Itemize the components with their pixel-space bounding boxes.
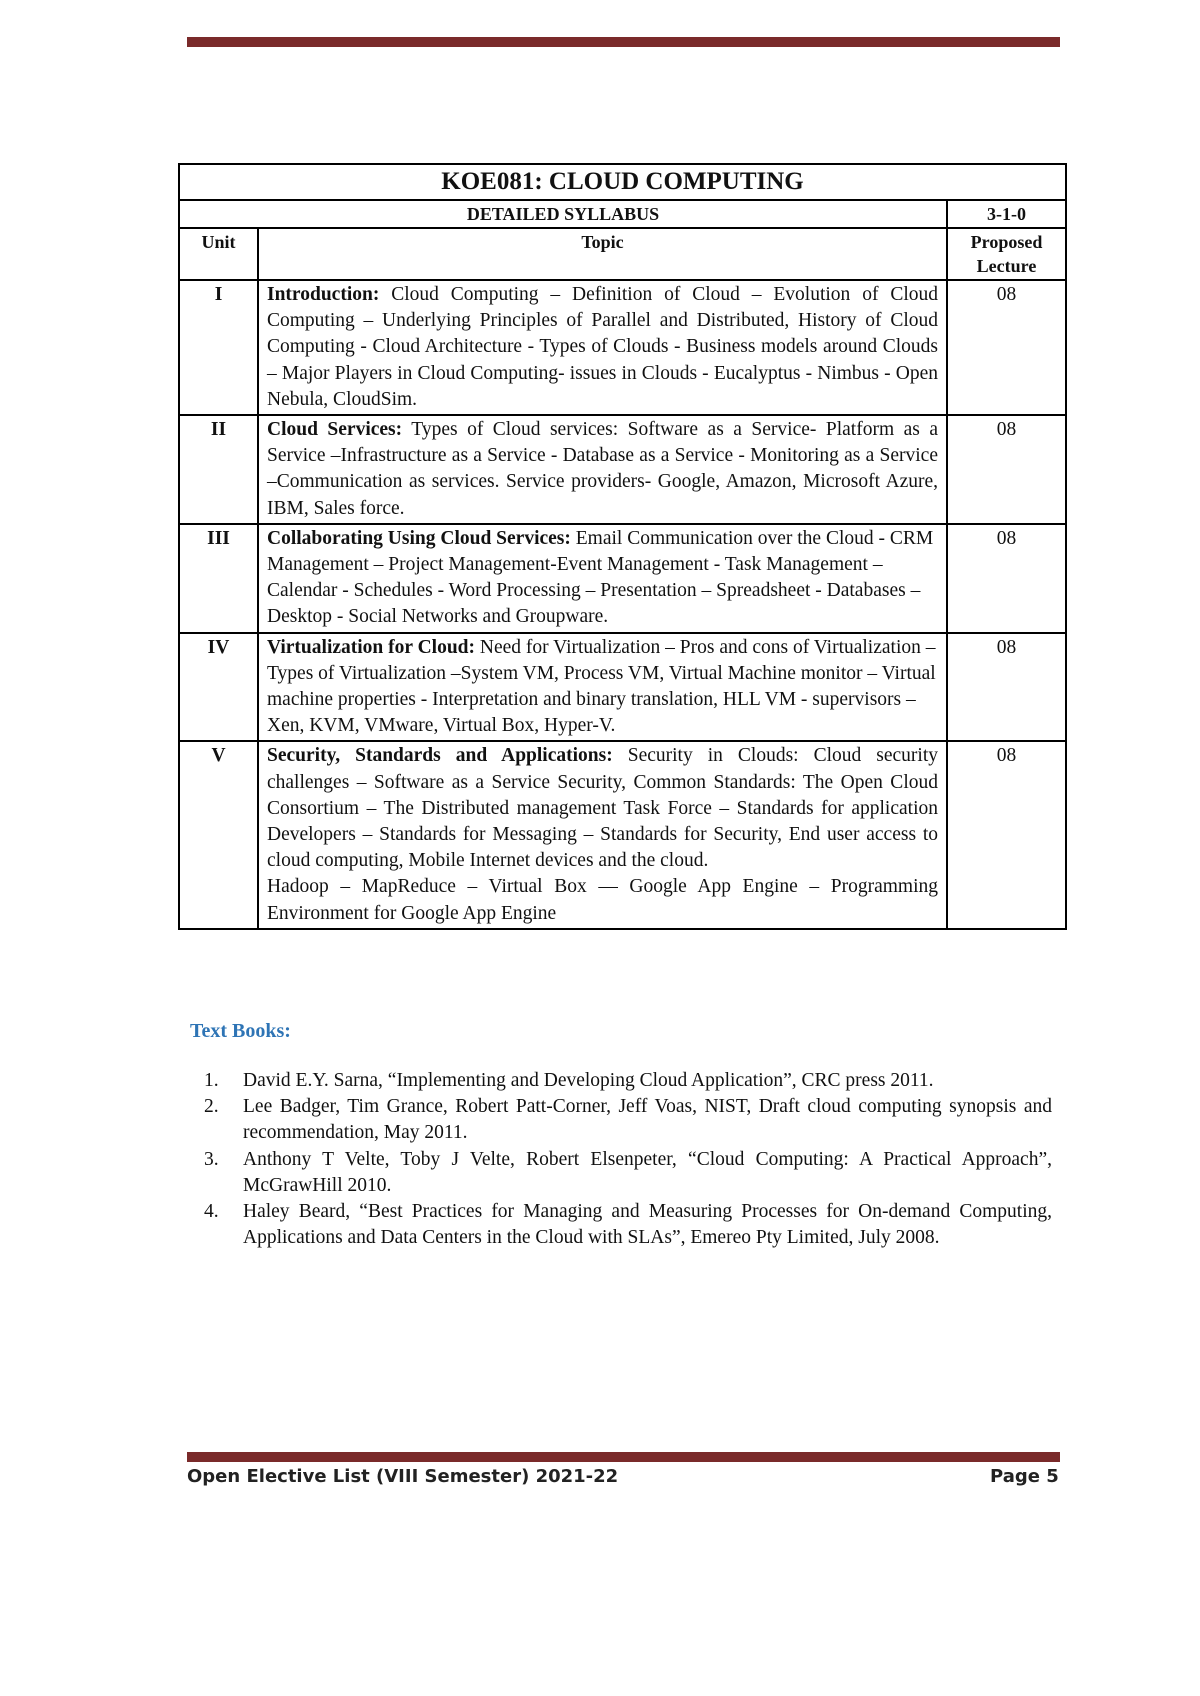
unit-text: Need for Virtualization – Pros and cons of Virtualization – Types of Virtualization –System VM, Process VM, Virtual Machine monitor – Virtual machine properties - Interpretation and binary translation, HLL VM - supervisors – Xen, KVM, VMware, Virtual Box, Hyper-V. [267, 636, 936, 737]
book-number: 1. [204, 1070, 219, 1091]
unit-lectures: 08 [947, 741, 1066, 928]
unit-lectures: 08 [947, 524, 1066, 633]
unit-heading: Collaborating Using Cloud Services: [267, 527, 571, 549]
unit-topic [258, 415, 947, 524]
book-number: 4. [204, 1201, 219, 1223]
unit-heading: Cloud Services: [267, 419, 403, 441]
page-number: Page 5 [990, 1466, 1059, 1487]
table-row [179, 415, 1066, 524]
unit-topic [258, 280, 947, 415]
unit-heading: Virtualization for Cloud: [267, 636, 475, 658]
header-rule [187, 37, 1060, 47]
text-books-list [200, 1068, 1052, 1251]
unit-text: Cloud Computing – Definition of Cloud – Evolution of Cloud Computing – Underlying Principles of Parallel and Distributed, History of Cloud Computing - Cloud Architecture - Types of Clouds - Business models around Clouds – Major Players in Cloud Computing- issues in Clouds - Eucalyptus - Nimbus - Open Nebula, CloudSim. [267, 284, 938, 410]
ltp-label: 3-1-0 [947, 200, 1066, 228]
unit-heading: Security, Standards and Applications: [267, 745, 613, 767]
book-number: 2. [204, 1096, 219, 1118]
table-row [179, 633, 1066, 742]
book-citation: David E.Y. Sarna, “Implementing and Developing Cloud Application”, CRC press 2011. [243, 1070, 934, 1091]
table-row [179, 524, 1066, 633]
book-citation: Anthony T Velte, Toby J Velte, Robert Elsenpeter, “Cloud Computing: A Practical Approach”, McGrawHill 2010. [243, 1148, 1052, 1196]
syllabus-table [178, 163, 1067, 930]
unit-topic [258, 633, 947, 742]
unit-number: I [179, 280, 258, 415]
unit-heading: Introduction: [267, 284, 380, 305]
list-item [200, 1068, 1052, 1094]
unit-lectures: 08 [947, 415, 1066, 524]
table-row [179, 741, 1066, 928]
unit-text-extra: Hadoop – MapReduce – Virtual Box — Google App Engine – Programming Environment for Google App Engine [267, 876, 938, 924]
unit-number: III [179, 524, 258, 633]
footer-rule [187, 1452, 1060, 1462]
course-title: KOE081: CLOUD COMPUTING [179, 164, 1066, 200]
unit-text: Types of Cloud services: Software as a Service- Platform as a Service –Infrastructure as a Service - Database as a Service - Monitoring as a Service –Communication as services. Service providers- Google, Amazon, Microsoft Azure, IBM, Sales force. [267, 419, 939, 519]
book-number: 3. [204, 1148, 219, 1170]
book-citation: Haley Beard, “Best Practices for Managing and Measuring Processes for On-demand Computing, Applications and Data Centers in the Cloud with SLAs”, Emereo Pty Limited, July 2008. [243, 1201, 1052, 1249]
table-row [179, 280, 1066, 415]
unit-topic [258, 741, 947, 928]
unit-lectures: 08 [947, 633, 1066, 742]
unit-number: II [179, 415, 258, 524]
footer-title: Open Elective List (VIII Semester) 2021-22 [187, 1466, 619, 1487]
text-books-heading: Text Books: [190, 1020, 291, 1042]
unit-number: V [179, 741, 258, 928]
unit-topic [258, 524, 947, 633]
unit-column-header: Unit [179, 228, 258, 280]
unit-text: Security in Clouds: Cloud security challenges – Software as a Service Security, Common Standards: The Open Cloud Consortium – The Distributed management Task Force – Standards for application Developers – Standards for Messaging – Standards for Security, End user access to cloud computing, Mobile Internet devices and the cloud. [267, 745, 939, 872]
unit-lectures: 08 [947, 280, 1066, 415]
list-item [200, 1094, 1052, 1146]
list-item [200, 1199, 1052, 1251]
lecture-column-header: Proposed Lecture [947, 228, 1066, 280]
topic-column-header: Topic [258, 228, 947, 280]
detailed-syllabus-label: DETAILED SYLLABUS [179, 200, 947, 228]
list-item [200, 1147, 1052, 1199]
unit-text: Email Communication over the Cloud - CRM Management – Project Management-Event Management - Task Management – Calendar - Schedules - Word Processing – Presentation – Spreadsheet - Databases – Desktop - Social Networks and Groupware. [267, 527, 934, 628]
unit-number: IV [179, 633, 258, 742]
book-citation: Lee Badger, Tim Grance, Robert Patt-Corner, Jeff Voas, NIST, Draft cloud computing synopsis and recommendation, May 2011. [243, 1096, 1052, 1144]
